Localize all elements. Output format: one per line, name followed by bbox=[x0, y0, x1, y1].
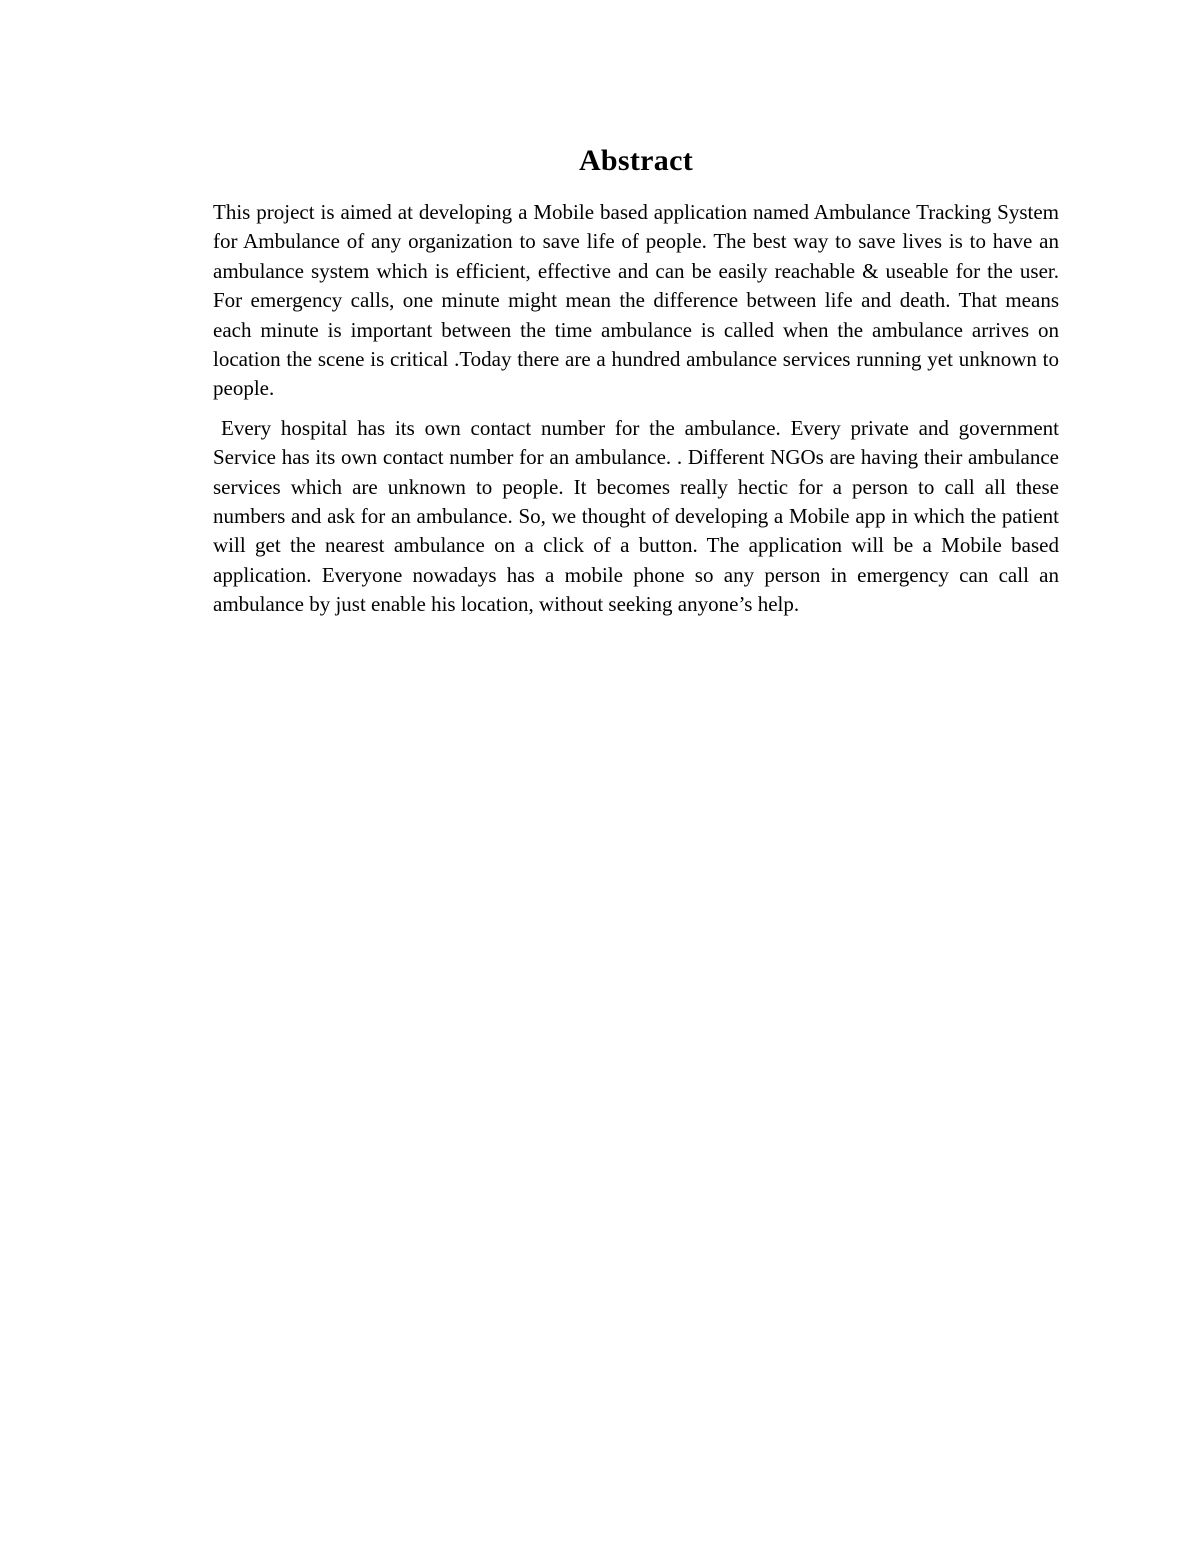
abstract-title: Abstract bbox=[578, 144, 694, 177]
abstract-paragraph-2: Every hospital has its own contact number for the ambulance. Every private and government Service has its own contact number for an ambulance. . Different NGOs are having their ambulance services which are unknown to people. It becomes really hectic for a person to call all these numbers and ask for an ambulance. So, we thought of developing a Mobile app in which the patient will get the nearest ambulance on a click of a button. The application will be a Mobile based application. Everyone nowadays has a mobile phone so any person in emergency can call an ambulance by just enable his location, without seeking anyone’s help. bbox=[213, 415, 1059, 617]
abstract-paragraph-1: This project is aimed at developing a Mobile based application named Ambulance Tracking System for Ambulance of any organization to save life of people. The best way to save lives is to have an ambulance system which is efficient, effective and can be easily reachable & useable for the user. For emergency calls, one minute might mean the difference between life and death. That means each minute is important between the time ambulance is called when the ambulance arrives on location the scene is critical .Today there are a hundred ambulance services running yet unknown to people. bbox=[213, 200, 1059, 401]
abstract-section bbox=[213, 140, 1059, 630]
